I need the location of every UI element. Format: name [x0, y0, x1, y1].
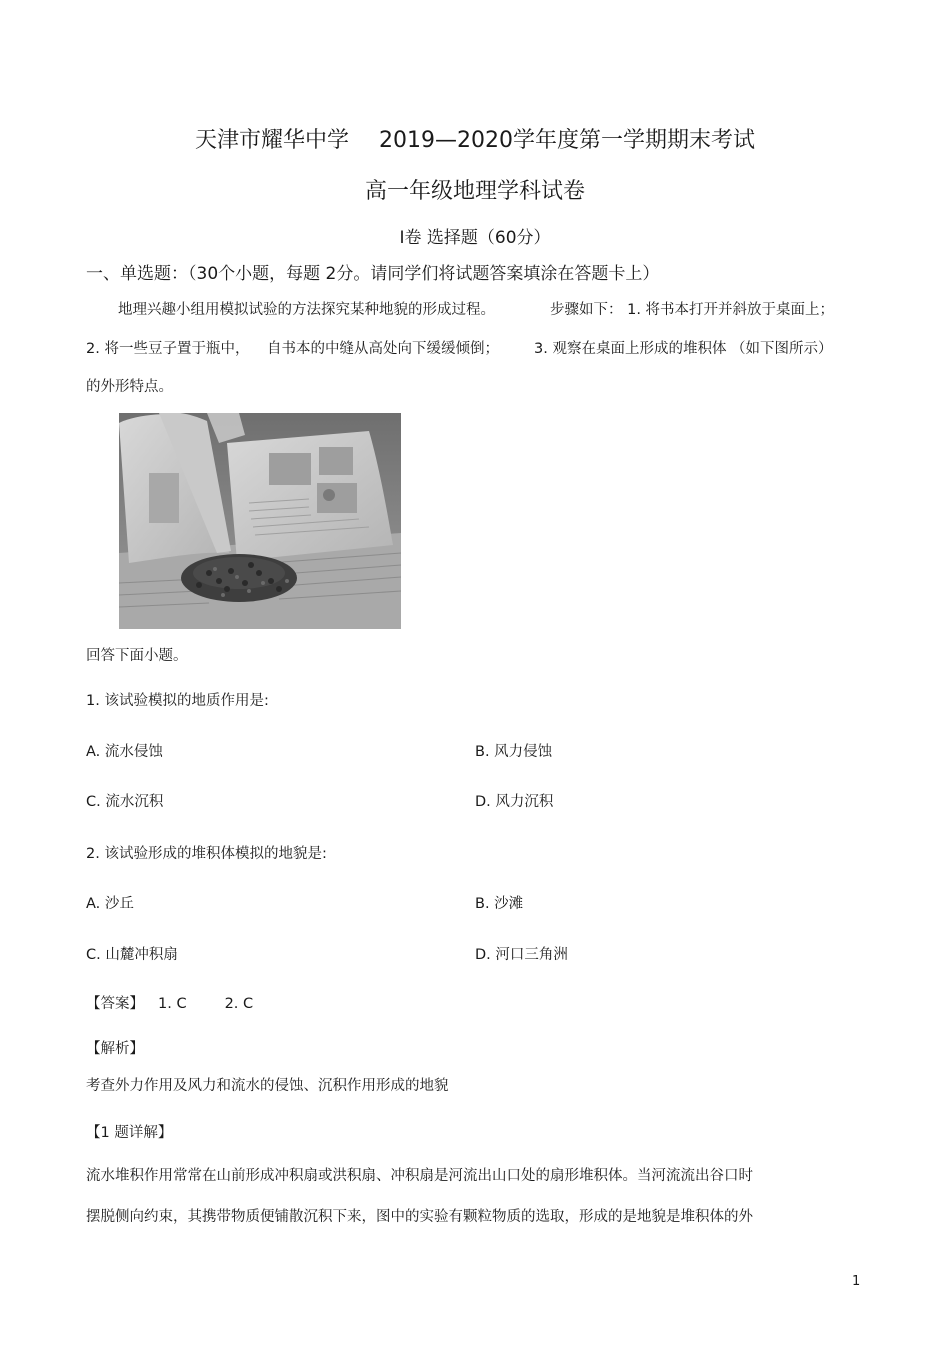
intro-line-2-c: 3. 观察在桌面上形成的堆积体 （如下图所示） [534, 341, 833, 357]
intro-line-3: 的外形特点。 [86, 379, 173, 395]
intro-line-1 [118, 298, 878, 322]
page-number: 1 [852, 1274, 861, 1289]
school-name: 天津市耀华中学 [195, 128, 350, 153]
option-text: 河口三角洲 [495, 947, 568, 963]
answer-1: 1. C [158, 996, 187, 1012]
question-prompt: 回答下面小题。 [86, 648, 188, 664]
question-2-number: 2. [86, 846, 100, 862]
q1-option-c [86, 790, 163, 814]
exam-title [0, 124, 950, 158]
option-text: 风力沉积 [495, 794, 554, 810]
option-text: 风力侵蚀 [494, 744, 553, 760]
q2-option-a [86, 892, 134, 916]
q2-option-b [475, 892, 523, 916]
q1-option-d [475, 790, 553, 814]
option-text: 沙丘 [104, 896, 134, 912]
option-letter: B. [475, 744, 490, 760]
question-1-stem: 该试验模拟的地质作用是: [104, 693, 269, 709]
option-text: 山麓冲积扇 [105, 947, 178, 963]
intro-line-2 [86, 337, 876, 361]
question-2 [86, 842, 327, 866]
intro-line-2-b: 自书本的中缝从高处向下缓缓倾倒； [267, 341, 499, 357]
answer-2: 2. C [224, 996, 254, 1012]
question-1-number: 1. [86, 693, 100, 709]
option-letter: B. [475, 896, 490, 912]
detail-line-2: 摆脱侧向约束，其携带物质便铺散沉积下来，图中的实验有颗粒物质的选取，形成的是地貌是堆积体的外 [86, 1209, 753, 1225]
part-heading: Ⅰ卷 选择题（60分） [399, 228, 551, 248]
question-1 [86, 689, 269, 713]
option-letter: D. [475, 947, 491, 963]
option-letter: A. [86, 744, 101, 760]
q1-option-a [86, 740, 163, 764]
intro-line-2-a: 2. 将一些豆子置于瓶中， [86, 341, 250, 357]
experiment-photo [119, 413, 401, 629]
analysis-text: 考查外力作用及风力和流水的侵蚀、沉积作用形成的地貌 [86, 1078, 449, 1094]
q1-option-b [475, 740, 552, 764]
option-letter: C. [86, 794, 101, 810]
option-letter: C. [86, 947, 101, 963]
answer-line [86, 992, 253, 1016]
experiment-photo-illustration [119, 413, 401, 629]
exam-subtitle: 高一年级地理学科试卷 [364, 179, 585, 204]
option-text: 流水侵蚀 [104, 744, 163, 760]
detail-label: 【1 题详解】 [86, 1125, 173, 1141]
question-2-stem: 该试验形成的堆积体模拟的地貌是: [104, 846, 327, 862]
option-text: 沙滩 [494, 896, 524, 912]
option-text: 流水沉积 [105, 794, 164, 810]
exam-term: 2019—2020学年度第一学期期末考试 [379, 128, 755, 153]
analysis-label: 【解析】 [86, 1041, 144, 1057]
option-letter: D. [475, 794, 491, 810]
option-letter: A. [86, 896, 101, 912]
detail-line-1: 流水堆积作用常常在山前形成冲积扇或洪积扇、冲积扇是河流出山口处的扇形堆积体。当河流流出谷口时 [86, 1168, 753, 1184]
q2-option-d [475, 943, 568, 967]
answer-label: 【答案】 [86, 996, 144, 1012]
intro-line-1-right: 步骤如下： 1. 将书本打开并斜放于桌面上； [550, 302, 835, 318]
q2-option-c [86, 943, 178, 967]
intro-line-1-left: 地理兴趣小组用模拟试验的方法探究某种地貌的形成过程。 [118, 302, 495, 318]
section-heading: 一、单选题：（30个小题，每题 2分。请同学们将试题答案填涂在答题卡上） [86, 264, 660, 284]
